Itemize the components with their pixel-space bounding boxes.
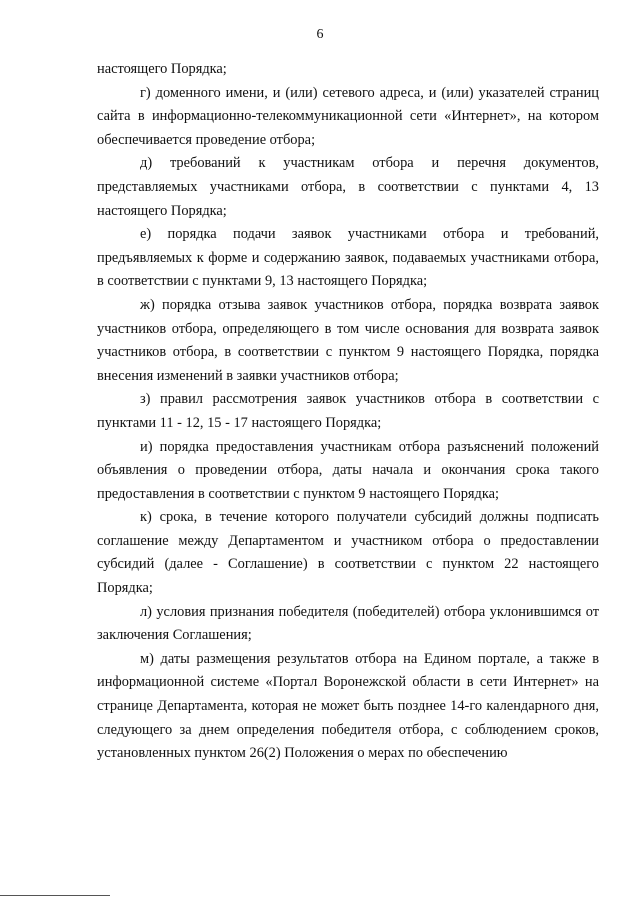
list-item-d: д) требований к участникам отбора и перечня документов, представляемых участниками отбора, в соответствии с пунктами 4, 13 настоящего Порядка;	[97, 155, 599, 219]
list-item-z: з) правил рассмотрения заявок участников отбора в соответствии с пунктами 11 - 12, 15 - 17 настоящего Порядка;	[97, 391, 599, 431]
list-item-e: е) порядка подачи заявок участниками отбора и требований, предъявляемых к форме и содержанию заявок, подаваемых участниками отбора, в соответствии с пунктами 9, 13 настоящего Порядка;	[97, 226, 599, 290]
document-body	[97, 58, 599, 766]
list-item-k: к) срока, в течение которого получатели субсидий должны подписать соглашение между Департаментом и участником отбора о предоставлении субсидий (далее - Соглашение) в соответствии с пунктом 22 настоящего Порядка;	[97, 509, 599, 597]
paragraph-continuation: настоящего Порядка;	[97, 61, 227, 77]
list-item-zh: ж) порядка отзыва заявок участников отбора, порядка возврата заявок участников отбора, определяющего в том числе основания для возврата заявок участников отбора, в соответствии с пунктом 9 настоящего Порядка, порядка внесения изменений в заявки участников отбора;	[97, 296, 599, 384]
page-bottom-rule	[0, 895, 110, 896]
list-item-l: л) условия признания победителя (победителей) отбора уклонившимся от заключения Соглашения;	[97, 603, 599, 644]
list-item-m: м) даты размещения результатов отбора на Едином портале, а также в информационной системе «Портал Воронежской области в сети Интернет» на странице Департамента, которая не может быть позднее 14-го календарного дня, следующего за днем определения победителя отбора, с соблюдением сроков, установленных пунктом 26(2) Положения о мерах по обеспечению	[97, 650, 599, 762]
page-number: 6	[316, 27, 324, 42]
list-item-g: г) доменного имени, и (или) сетевого адреса, и (или) указателей страниц сайта в информационно-телекоммуникационной сети «Интернет», на котором обеспечивается проведение отбора;	[97, 84, 599, 148]
list-item-i: и) порядка предоставления участникам отбора разъяснений положений объявления о проведении отбора, даты начала и окончания срока такого предоставления в соответствии с пунктом 9 настоящего Порядка;	[97, 438, 599, 502]
